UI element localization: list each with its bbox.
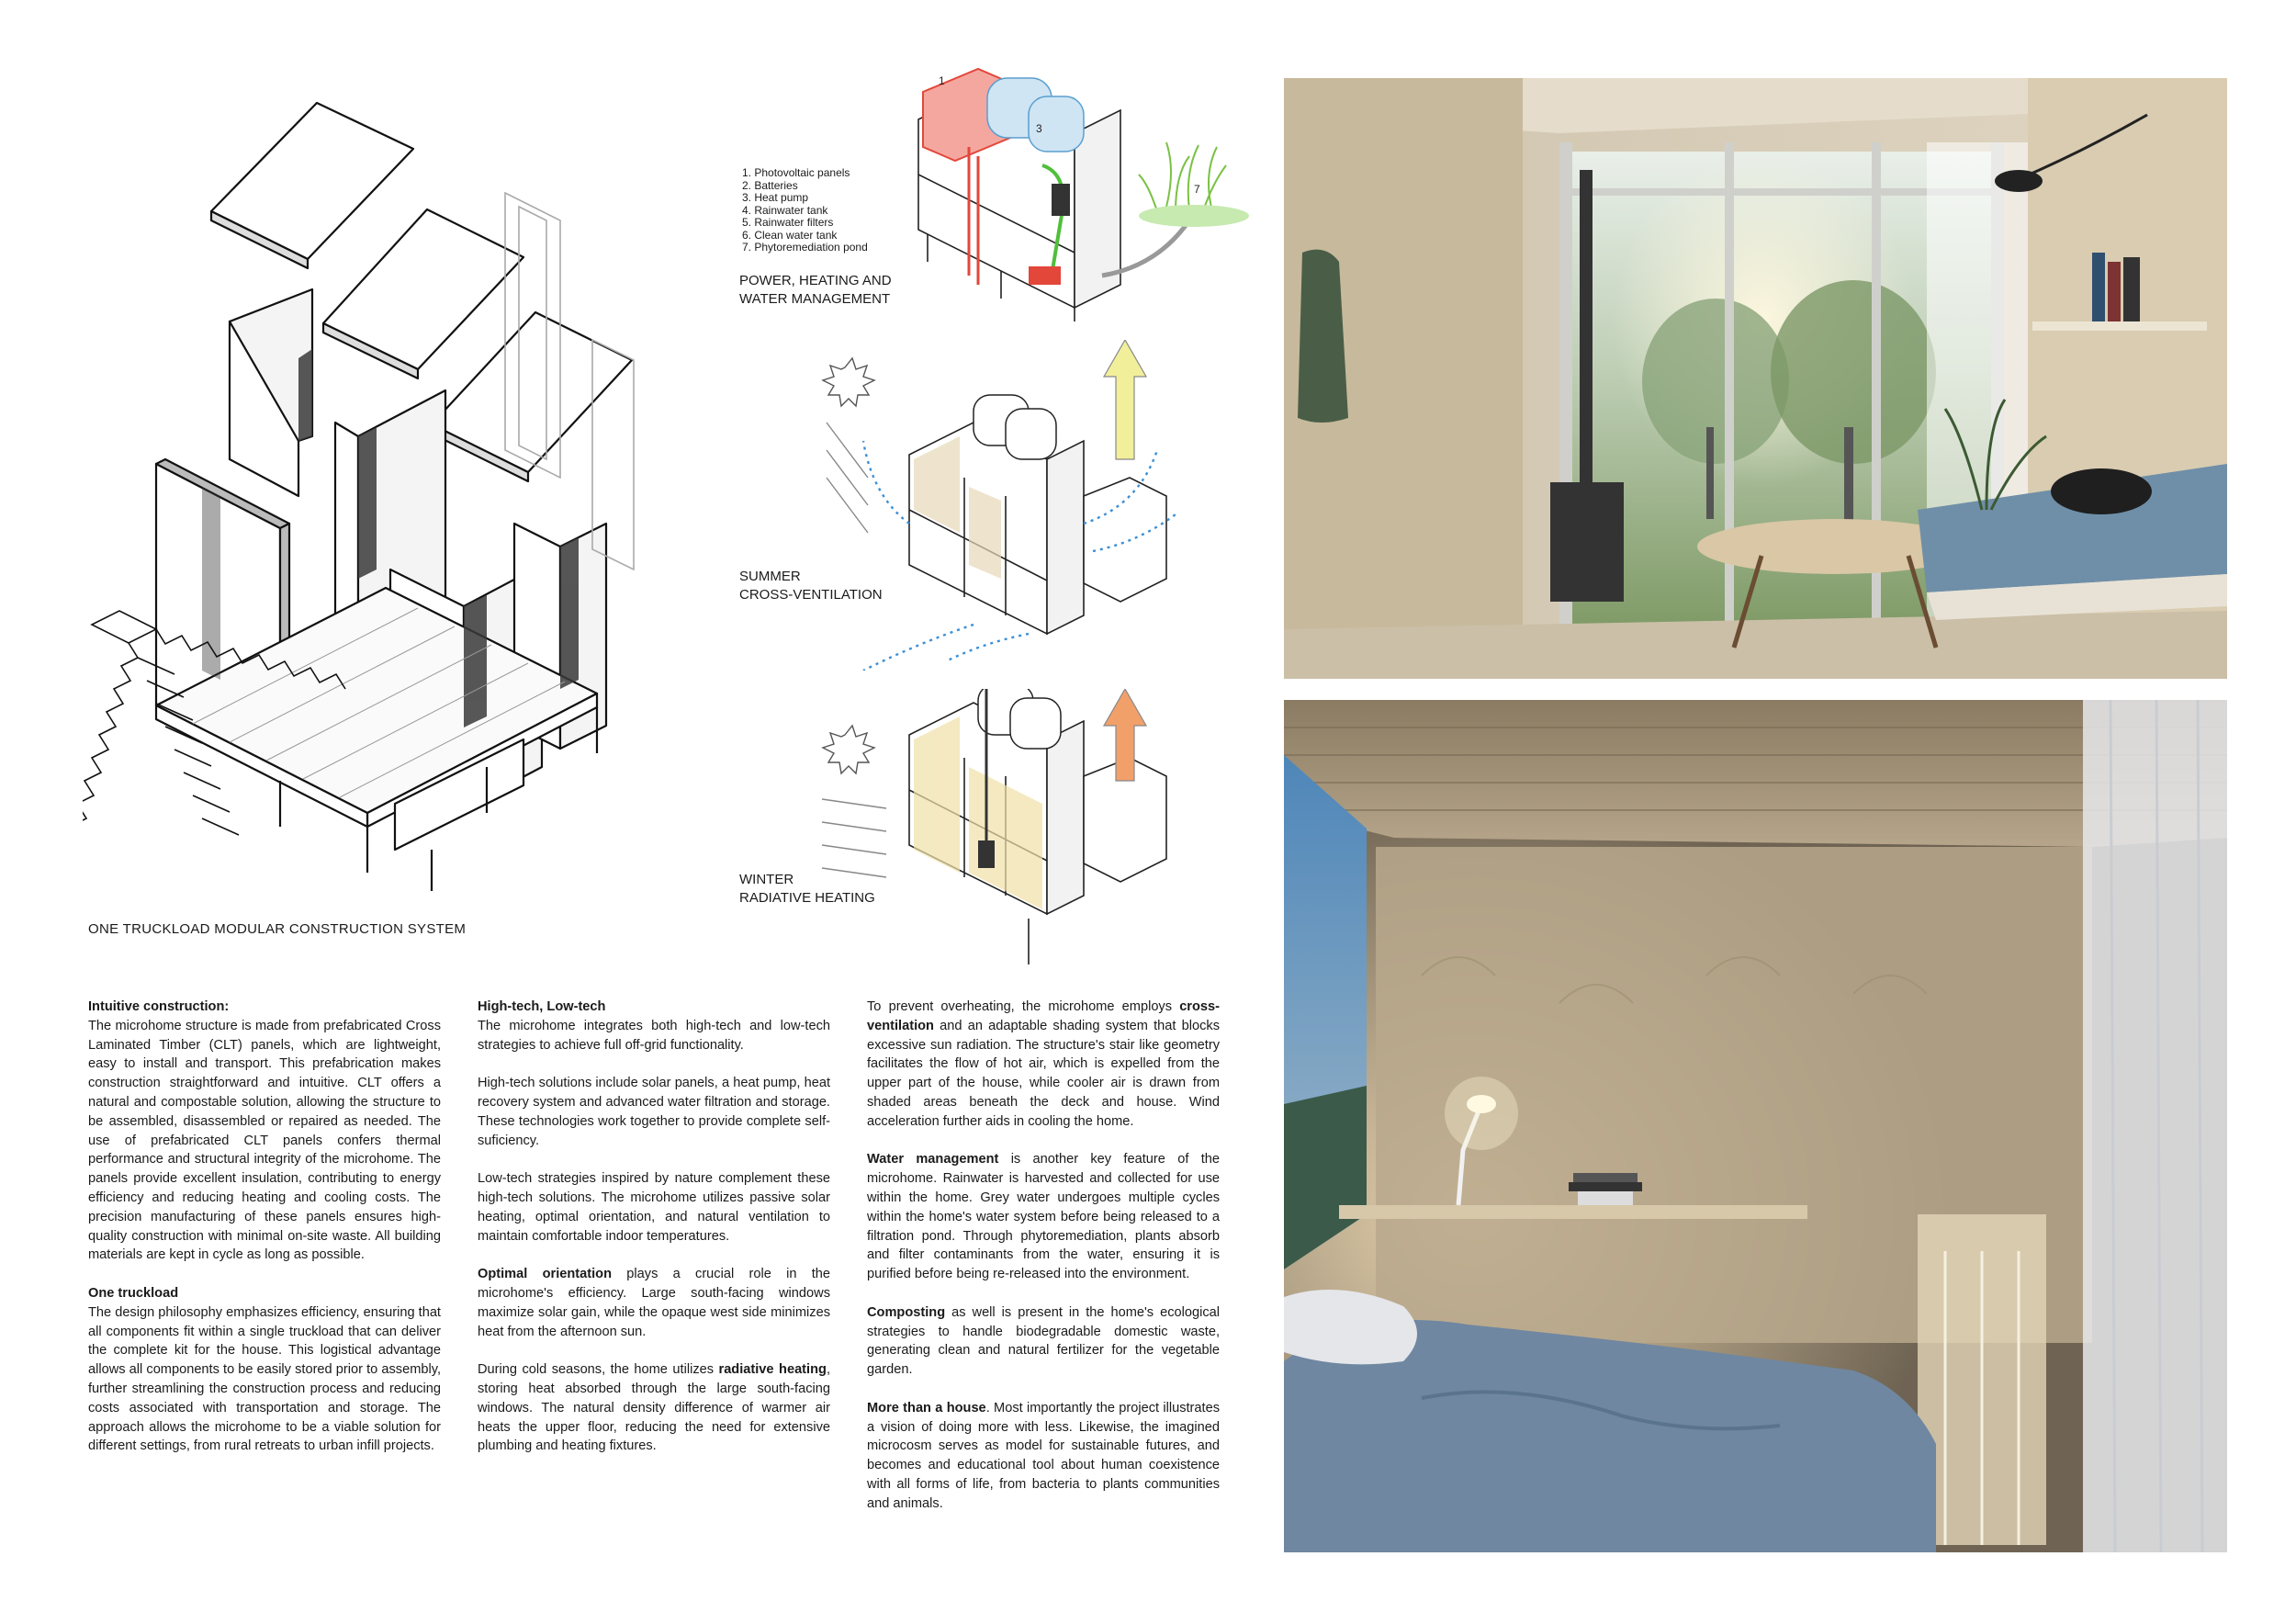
main-diagram-caption: ONE TRUCKLOAD MODULAR CONSTRUCTION SYSTEM xyxy=(88,921,467,937)
axonometric-construction-diagram xyxy=(83,92,670,919)
section-body: The design philosophy emphasizes efficiency, ensuring that all components fit within a single truckload that can deliver the complete kit for the house. This logistical advantage allows all components to be easily stored prior to assembly, further streamlining the construction process and reducing costs associated with transportation and storage. The approach allows the microhome to be a viable solution for different settings, from rural retreats to urban infill projects. xyxy=(88,1304,441,1454)
text-column-2 xyxy=(478,998,830,1475)
sun-icon xyxy=(823,726,874,773)
legend-item: 5. Rainwater filters xyxy=(742,216,834,229)
label-line: CROSS-VENTILATION xyxy=(739,587,883,603)
label-line: RADIATIVE HEATING xyxy=(739,890,875,906)
paragraph xyxy=(867,998,1220,1132)
bold-term: Optimal orientation xyxy=(478,1267,613,1282)
label-line: WATER MANAGEMENT xyxy=(739,291,891,307)
bedroom-render xyxy=(1284,700,2227,1552)
section-title: One truckload xyxy=(88,1285,179,1301)
label-line: WINTER xyxy=(739,872,794,887)
bold-term: Composting xyxy=(867,1304,946,1320)
section-title: Intuitive construction: xyxy=(88,999,230,1014)
paragraph-text: During cold seasons, the home utilizes xyxy=(478,1362,719,1378)
marker-3: 3 xyxy=(1036,122,1042,135)
legend-item: 7. Phytoremediation pond xyxy=(742,241,868,254)
paragraph: High-tech solutions include solar panels, a heat pump, heat recovery system and advanced water filtration and storage. These technologies work together to provide complete self-suficiency. xyxy=(478,1076,830,1148)
summer-cross-ventilation-diagram xyxy=(808,340,1212,671)
paragraph-text: . Most importantly the project illustrates a vision of doing more with less. Likewise, the imagined microcosm serves as model for sustainable futures, and becomes and educational tool about human coexistence with all forms of life, from bacteria to plants communities and animals. xyxy=(867,1400,1220,1511)
bold-term: More than a house xyxy=(867,1400,986,1415)
hot-air-arrow xyxy=(1104,340,1146,459)
living-room-render xyxy=(1284,78,2227,679)
label-line: SUMMER xyxy=(739,569,801,584)
section-high-tech-low-tech xyxy=(478,998,830,1054)
marker-1: 1 xyxy=(939,74,945,87)
power-heating-water-diagram xyxy=(891,64,1258,331)
section-one-truckload xyxy=(88,1284,441,1456)
winter-diagram-label xyxy=(739,871,923,908)
label-line: POWER, HEATING AND xyxy=(739,273,892,288)
paragraph-text: To prevent overheating, the microhome employs xyxy=(867,999,1180,1014)
paragraph: Low-tech strategies inspired by nature complement these high-tech solutions. The microhome utilizes passive solar heating, optimal orientation, and natural ventilation to maintain comfortable indoor temperatures. xyxy=(478,1171,830,1244)
sun-icon xyxy=(823,358,874,406)
power-legend xyxy=(742,167,868,254)
winter-radiative-heating-diagram xyxy=(808,689,1212,983)
text-column-3 xyxy=(867,998,1220,1532)
section-body: The microhome structure is made from prefabricated Cross Laminated Timber (CLT) panels, which are lightweight, easy to install and transport. This prefabrication makes construction straightforward and intuitive. CLT offers a natural and compostable solution, allowing the structure to be assembled, disassembled or repaired as needed. The use of prefabricated CLT panels confers thermal performance and structural integrity of the microhome. The panels provide excellent insulation, contributing to energy efficiency and reducing heating and cooling costs. The precision manufacturing of these panels ensures high-quality construction with minimal on-site waste. All building materials are kept in cycle as long as possible. xyxy=(88,1018,441,1263)
marker-7: 7 xyxy=(1194,183,1200,196)
bold-term: radiative heating xyxy=(718,1362,827,1378)
bold-term: cross-ventilation xyxy=(867,999,1220,1033)
paragraph-text: is another key feature of the microhome. Rainwater is harvested and collected for use within the home. Grey water undergoes multiple cycles within the home's water system before being released to a filtration pond. Through phytoremediation, plants absorb and filter contaminants from the water, ensuring it is purified before being re-released into the environment. xyxy=(867,1152,1220,1282)
legend-item: 6. Clean water tank xyxy=(742,228,838,242)
section-title: High-tech, Low-tech xyxy=(478,999,606,1014)
paragraph xyxy=(867,1150,1220,1284)
stove-icon xyxy=(978,840,995,868)
legend-item: 3. Heat pump xyxy=(742,191,809,204)
bold-term: Water management xyxy=(867,1152,999,1167)
paragraph xyxy=(867,1303,1220,1380)
legend-item: 4. Rainwater tank xyxy=(742,203,828,217)
legend-item: 2. Batteries xyxy=(742,178,798,192)
legend-item: 1. Photovoltaic panels xyxy=(742,166,850,179)
section-body: The microhome integrates both high-tech and low-tech strategies to achieve full off-grid functionality. xyxy=(478,1018,830,1053)
heat-pump xyxy=(1029,266,1061,285)
paragraph xyxy=(867,1399,1220,1514)
paragraph-text: as well is present in the home's ecological strategies to handle biodegradable domestic waste, generating clean and natural fertilizer for the vegetable garden. xyxy=(867,1304,1220,1378)
paragraph xyxy=(478,1360,830,1456)
summer-diagram-label xyxy=(739,568,923,604)
paragraph-text: and an adaptable shading system that blocks excessive sun radiation. The structure's stair like geometry facilitates the flow of hot air, which is expelled from the upper part of the house, while cooler air is drawn from shaded areas beneath the deck and house. Wind acceleration further aids in cooling the home. xyxy=(867,1018,1220,1129)
paragraph-text: , storing heat absorbed through the large south-facing windows. The natural density difference of warmer air heats the upper floor, reducing the need for extensive plumbing and heating fixtures. xyxy=(478,1362,830,1454)
text-column-1 xyxy=(88,998,441,1475)
paragraph xyxy=(478,1265,830,1341)
paragraph-text: plays a crucial role in the microhome's efficiency. Large south-facing windows maximize solar gain, while the opaque west side minimizes heat from the afternoon sun. xyxy=(478,1267,831,1339)
power-diagram-label xyxy=(739,272,923,309)
section-intuitive-construction xyxy=(88,998,441,1265)
batteries xyxy=(1052,184,1070,216)
